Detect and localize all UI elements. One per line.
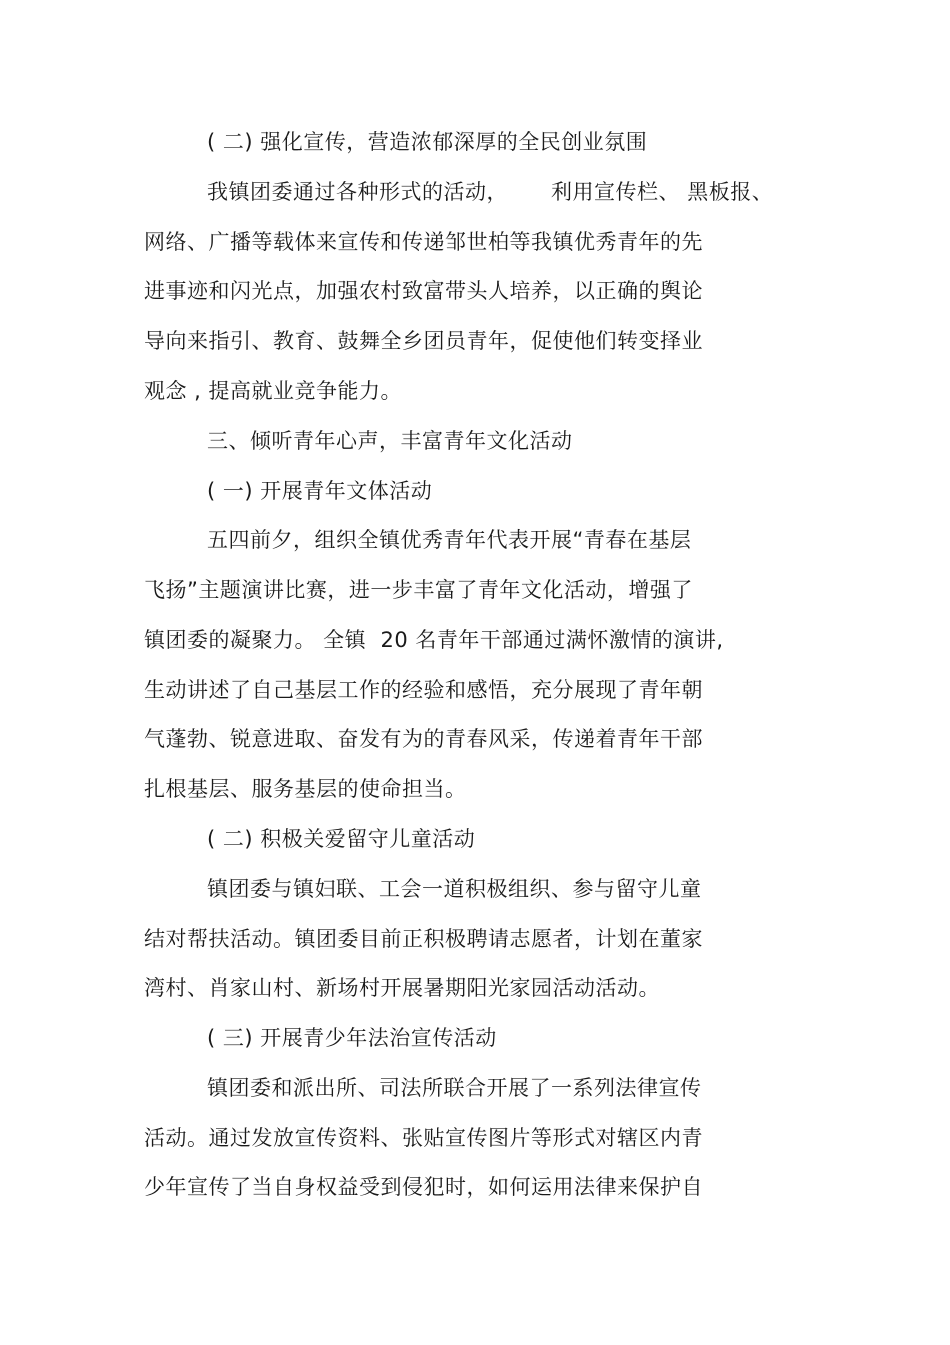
section-heading: 三、倾听青年心声，丰富青年文化活动 bbox=[207, 429, 573, 453]
paragraph-line: 扎根基层、服务基层的使命担当。 bbox=[144, 777, 467, 801]
paragraph-line: 导向来指引、教育、鼓舞全乡团员青年，促使他们转变择业 bbox=[144, 329, 703, 353]
paragraph-line: 镇团委与镇妇联、工会一道积极组织、参与留守儿童 bbox=[207, 877, 702, 901]
paragraph-line: 气蓬勃、锐意进取、奋发有为的青春风采，传递着青年干部 bbox=[144, 727, 703, 751]
paragraph-line: 我镇团委通过各种形式的活动， 利用宣传栏、 黑板报、 bbox=[207, 180, 774, 204]
paragraph-line: 观念 , 提高就业竞争能力。 bbox=[144, 379, 403, 403]
paragraph-line: 湾村、肖家山村、新场村开展暑期阳光家园活动活动。 bbox=[144, 976, 660, 1000]
subheading-children: ( 二) 积极关爱留守儿童活动 bbox=[207, 827, 476, 851]
paragraph-line: 网络、广播等载体来宣传和传递邹世柏等我镇优秀青年的先 bbox=[144, 230, 703, 254]
paragraph-line: 进事迹和闪光点，加强农村致富带头人培养，以正确的舆论 bbox=[144, 279, 703, 303]
paragraph-line: 生动讲述了自己基层工作的经验和感悟，充分展现了青年朝 bbox=[144, 678, 703, 702]
subheading-law: ( 三) 开展青少年法治宣传活动 bbox=[207, 1026, 497, 1050]
heading-promotion: ( 二) 强化宣传，营造浓郁深厚的全民创业氛围 bbox=[207, 130, 648, 154]
paragraph-line: 活动。通过发放宣传资料、张贴宣传图片等形式对辖区内青 bbox=[144, 1126, 703, 1150]
paragraph-line: 飞扬”主题演讲比赛，进一步丰富了青年文化活动，增强了 bbox=[144, 578, 693, 602]
paragraph-line: 镇团委和派出所、司法所联合开展了一系列法律宣传 bbox=[207, 1076, 702, 1100]
paragraph-line: 五四前夕，组织全镇优秀青年代表开展“青春在基层 bbox=[207, 528, 692, 552]
paragraph-line: 结对帮扶活动。镇团委目前正积极聘请志愿者，计划在董家 bbox=[144, 927, 703, 951]
paragraph-line: 少年宣传了当自身权益受到侵犯时，如何运用法律来保护自 bbox=[144, 1175, 703, 1199]
paragraph-line: 镇团委的凝聚力。 全镇 20 名青年干部通过满怀激情的演讲, bbox=[144, 628, 724, 652]
subheading-sports: ( 一) 开展青年文体活动 bbox=[207, 479, 433, 503]
